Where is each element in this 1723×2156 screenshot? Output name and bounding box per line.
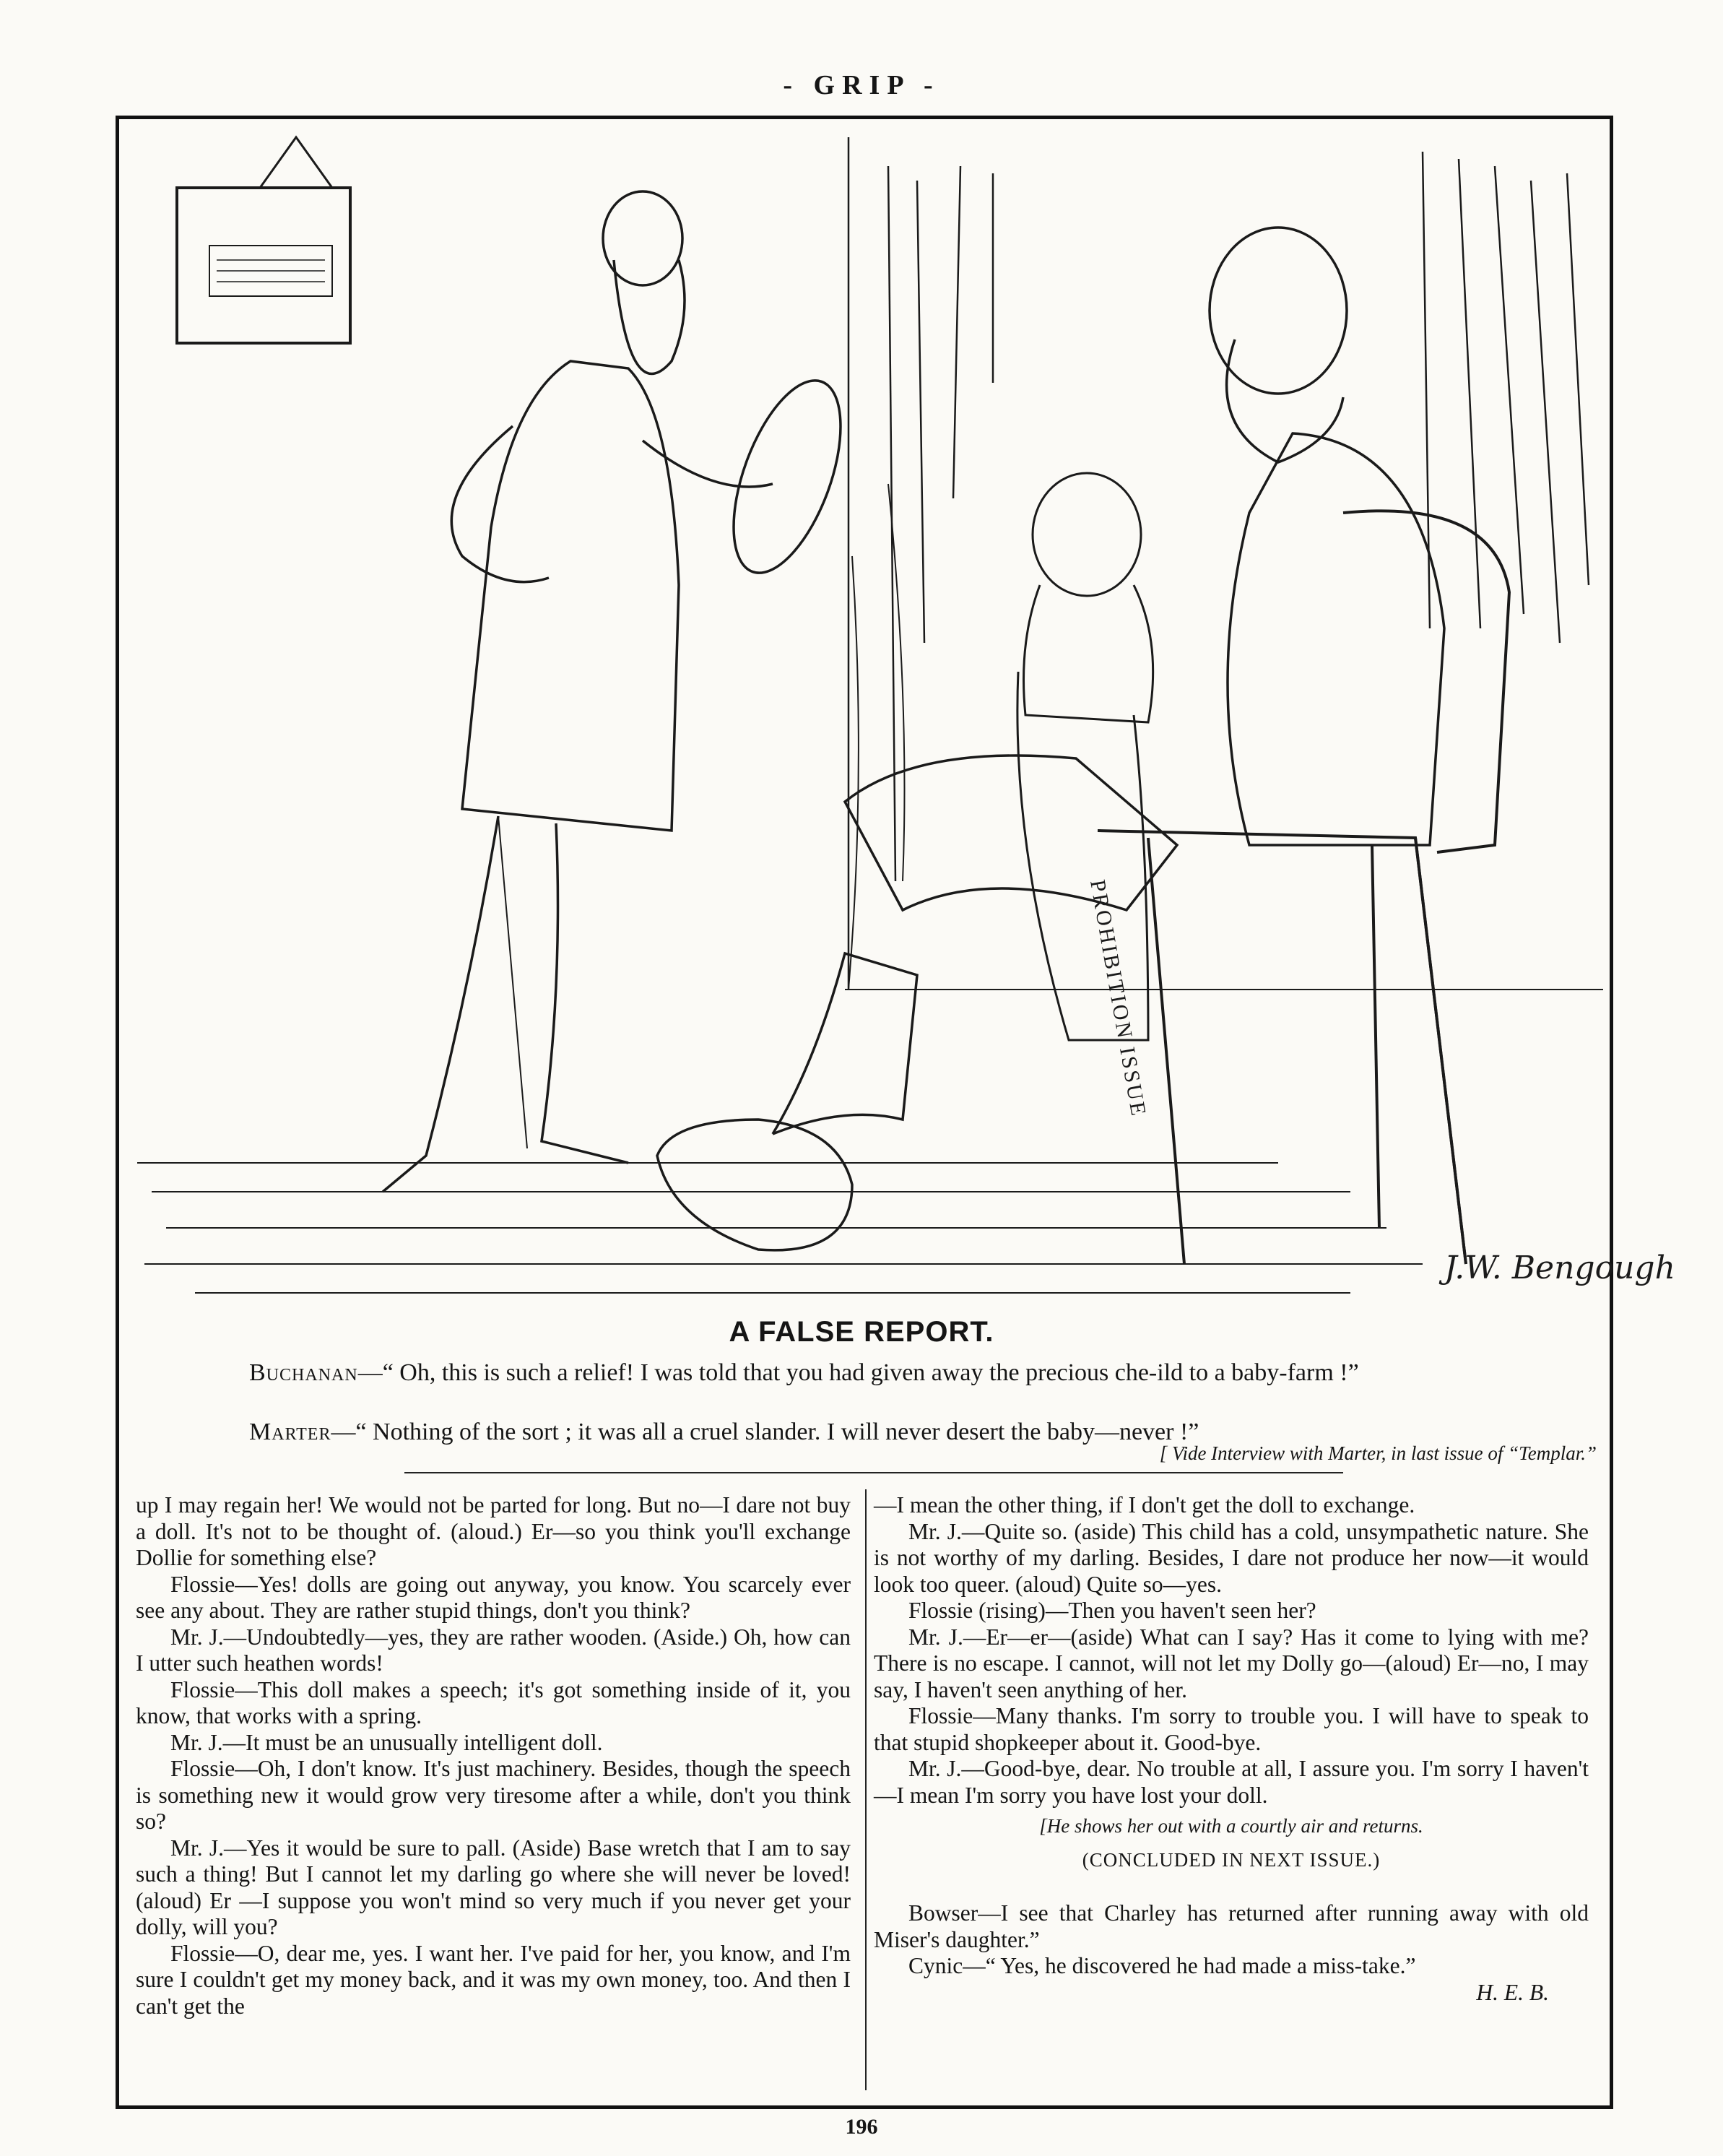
paragraph: Mr. J.—It must be an unusually intelligent doll. <box>170 1729 603 1755</box>
paragraph: Mr. J.—Good-bye, dear. No trouble at all, I assure you. I'm sorry I haven't—I mean I'm sorry you have lost your doll. <box>874 1756 1589 1808</box>
column-divider <box>865 1489 867 2090</box>
paragraph: Mr. J.—Er—er—(aside) What can I say? Has it come to lying with me? There is no escape. I cannot, will not let my Dolly go—(aloud) Er—no, I may say, I haven't seen anything of her. <box>874 1624 1589 1702</box>
floor-drawing <box>137 990 1603 1293</box>
paragraph: Flossie—Yes! dolls are going out anyway, you know. You scarcely ever see any about. They are rather stupid things, don't you think? <box>136 1571 851 1623</box>
left-column <box>136 1492 851 2019</box>
caption-divider <box>404 1472 1343 1473</box>
paragraph: Flossie—This doll makes a speech; it's got something inside of it, you know, that works with a spring. <box>136 1676 851 1728</box>
chair-drawing <box>1098 511 1509 1264</box>
masthead: - GRIP - <box>783 70 940 100</box>
paragraph: Mr. J.—Undoubtedly—yes, they are rather wooden. (Aside.) Oh, how can I utter such heathen words! <box>136 1624 851 1676</box>
seated-man-drawing <box>657 228 1444 1250</box>
speaker-name: Buchanan <box>249 1359 358 1386</box>
source-note: [ Vide Interview with Marter, in last issue of “Templar.” <box>1159 1442 1597 1464</box>
dialogue-text: —“ Nothing of the sort ; it was all a cruel slander. I will never desert the baby—never !” <box>331 1419 1199 1445</box>
joke-signature: H. E. B. <box>1476 1979 1549 2005</box>
right-column <box>874 1492 1589 2006</box>
paragraph: —I mean the other thing, if I don't get the doll to exchange. <box>874 1492 1415 1518</box>
cartoon-title: A FALSE REPORT. <box>729 1316 994 1348</box>
paragraph: Flossie—O, dear me, yes. I want her. I've paid for her, you know, and I'm sure I couldn't get my money back, and it was my own money, too. And then I can't get the <box>136 1940 851 2019</box>
paragraph: Flossie—Many thanks. I'm sorry to trouble you. I will have to speak to that stupid shopkeeper about it. Good-bye. <box>874 1703 1589 1755</box>
baby-label: PROHIBITION ISSUE <box>1085 878 1151 1120</box>
cartoon-illustration <box>123 123 1675 1311</box>
curtain-drawing <box>849 137 1589 990</box>
joke-line: Cynic—“ Yes, he discovered he had made a miss-take.” <box>908 1953 1416 1978</box>
paragraph: Flossie (rising)—Then you haven't seen her? <box>908 1598 1316 1623</box>
concluded-notice: (CONCLUDED IN NEXT ISSUE.) <box>1082 1848 1381 1871</box>
speaker-name: Marter <box>249 1419 331 1445</box>
paragraph: up I may regain her! We would not be parted for long. But no—I dare not buy a doll. It's not to be thought of. (aloud.) Er—so you think you'll exchange Dollie for something else? <box>136 1492 851 1570</box>
stage-direction: [He shows her out with a courtly air and returns. <box>1039 1815 1423 1837</box>
standing-man-drawing <box>383 191 862 1192</box>
artist-signature: J.W. Bengough <box>1444 1250 1675 1286</box>
wall-picture-drawing <box>177 137 350 343</box>
dialogue-text: —“ Oh, this is such a relief! I was told that you had given away the precious che-ild to a baby-farm !” <box>357 1359 1359 1386</box>
dialogue-line-1 <box>148 1358 1592 1388</box>
paragraph: Mr. J.—Quite so. (aside) This child has a cold, unsympathetic nature. She is not worthy of my darling. Besides, I dare not produce her now—it would look too queer. (aloud) Quite so—yes. <box>874 1518 1589 1597</box>
page-number: 196 <box>845 2115 878 2139</box>
paragraph: Mr. J.—Yes it would be sure to pall. (Aside) Base wretch that I am to say such a thing! But I cannot let my darling go where she will never be loved! (aloud) Er —I suppose you won't mind so very much if you never get your dolly, will you? <box>136 1835 851 1939</box>
joke-line: Bowser—I see that Charley has returned after running away with old Miser's daughter.” <box>874 1900 1589 1952</box>
paragraph: Flossie—Oh, I don't know. It's just machinery. Besides, though the speech is something new it would grow very tiresome after a while, don't you think so? <box>136 1756 851 1834</box>
